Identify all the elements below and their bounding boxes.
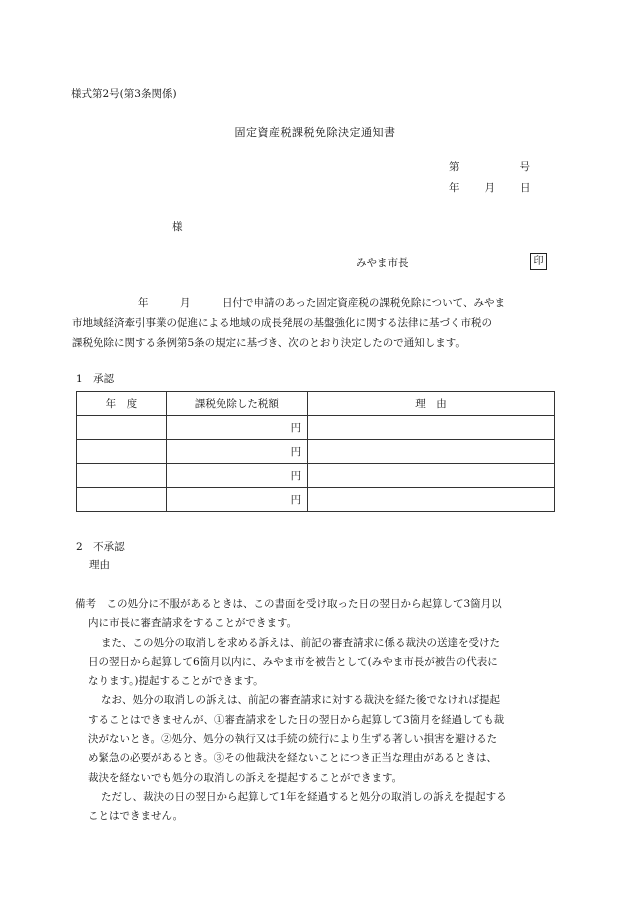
header-year: 年 度 (77, 392, 167, 416)
remarks-line: 日の翌日から起算して6箇月以内に、みやま市を被告として(みやま市長が被告の代表に (88, 655, 498, 668)
remarks-line: 備考 この処分に不服があるときは、この書面を受け取った日の翌日から起算して3箇月以 (75, 598, 502, 610)
issuer-name: みやま市長 (356, 257, 409, 269)
seal-box: 印 (530, 253, 547, 270)
section-disapproval-heading: 2 不承認 (76, 541, 125, 553)
header-amount: 課税免除した税額 (166, 392, 307, 416)
cell-year (77, 416, 167, 440)
cell-amount: 円 (166, 416, 307, 440)
body-line: 市地域経済牽引事業の促進による地域の成長発展の基盤強化に関する法律に基づく市税の (72, 317, 492, 329)
table-header-row (77, 392, 555, 416)
approval-table (76, 391, 555, 512)
cell-year (77, 488, 167, 512)
remarks-line: なお、処分の取消しの訴えは、前記の審査請求に対する裁決を経た後でなければ提起 (101, 694, 500, 707)
document-number-line (449, 159, 530, 174)
body-line: 年 月 日付で申請のあった固定資産税の課税免除について、みやま (138, 297, 505, 309)
remarks-line: 内に市長に審査請求をすることができます。 (88, 617, 298, 630)
table-row (77, 488, 555, 512)
cell-amount: 円 (166, 488, 307, 512)
cell-reason (308, 488, 555, 512)
date-day: 日 (520, 182, 531, 194)
addressee-suffix: 様 (172, 221, 183, 233)
date-line (449, 180, 531, 195)
cell-reason (308, 464, 555, 488)
remarks-block (75, 595, 565, 827)
table-row (77, 464, 555, 488)
remarks-line: また、この処分の取消しを求める訴えは、前記の審査請求に係る裁決の送達を受けた (101, 636, 500, 649)
reason-label: 理由 (89, 559, 110, 571)
body-paragraph (72, 293, 562, 353)
cell-reason (308, 440, 555, 464)
date-month: 月 (484, 182, 495, 194)
section-approval-heading: 1 承認 (76, 373, 115, 385)
remarks-line: 裁決を経ないでも処分の取消しの訴えを提起することができます。 (88, 771, 403, 784)
remarks-line: ことはできません。 (88, 810, 184, 823)
cell-amount: 円 (166, 464, 307, 488)
doc-number-dai: 第 (449, 161, 460, 173)
form-number: 様式第2号(第3条関係) (71, 88, 177, 100)
remarks-line: め緊急の必要があるとき。③その他裁決を経ないことにつき正当な理由があるときは、 (88, 752, 497, 765)
cell-year (77, 464, 167, 488)
remarks-line: 決がないとき。②処分、処分の執行又は手続の続行により生ずる著しい損害を避けるた (88, 733, 498, 746)
body-line: 課税免除に関する条例第5条の規定に基づき、次のとおり決定したので通知します。 (72, 337, 466, 349)
date-year: 年 (449, 182, 460, 194)
table-row (77, 416, 555, 440)
doc-number-go: 号 (519, 161, 530, 173)
cell-reason (308, 416, 555, 440)
cell-year (77, 440, 167, 464)
remarks-line: ただし、裁決の日の翌日から起算して1年を経過すると処分の取消しの訴えを提起する (101, 790, 507, 803)
header-reason: 理 由 (308, 392, 555, 416)
table-row (77, 440, 555, 464)
remarks-line: なります。)提起することができます。 (88, 675, 264, 688)
cell-amount: 円 (166, 440, 307, 464)
remarks-line: することはできませんが、①審査請求をした日の翌日から起算して3箇月を経過しても裁 (88, 713, 505, 726)
document-title: 固定資産税課税免除決定通知書 (234, 126, 396, 139)
